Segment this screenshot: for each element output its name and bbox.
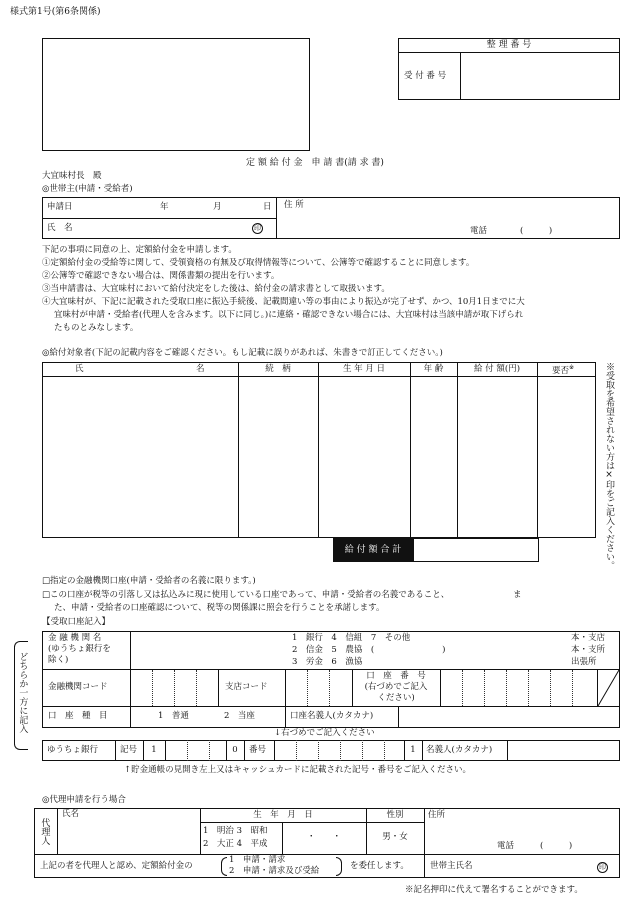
phone-label: 電話 — [470, 226, 488, 236]
seal-mark: 印 — [254, 224, 261, 232]
branch-code-field[interactable] — [286, 670, 352, 706]
account-type-current[interactable]: 2 当座 — [224, 711, 255, 721]
receipt-number-field[interactable] — [461, 53, 619, 99]
consent-item-1: ①定額給付金の受給等に関して、受領資格の有無及び取得情報等について、公簿等で確認することに同意します。 — [42, 258, 475, 268]
institution-type-row2[interactable]: 2 信金 5 農協 ( ) — [292, 645, 446, 655]
proxy-label: 代理人 — [39, 818, 50, 845]
institution-name-field[interactable] — [132, 633, 282, 667]
consent-item-4: ④大宜味村が、下記に記載された受取口座に振込手続後、記載間違い等の事由により振込が完了せず、かつ、10月1日までに大 — [42, 297, 525, 307]
proxy-sex-options[interactable]: 男・女 — [382, 832, 408, 842]
delegation-option-1[interactable]: 1 申請・請求 — [229, 855, 286, 865]
page-title: 定 額 給 付 金 申 請 書(請 求 書) — [246, 158, 384, 168]
number-field[interactable] — [275, 741, 404, 760]
account-section-heading: 【受取口座記入】 — [42, 617, 111, 627]
account-number-label-2: (右づめでご記入 — [364, 682, 428, 692]
householder-seal-mark: 印 — [599, 863, 606, 871]
symbol-first-digit: 1 — [151, 745, 157, 755]
col-need-mark: ※ — [569, 364, 575, 371]
date-year-label: 年 — [160, 202, 169, 212]
delegation-suffix: を委任します。 — [350, 861, 409, 871]
diagonal-slash — [597, 670, 620, 706]
delegation-option-2[interactable]: 2 申請・請求及び受給 — [229, 866, 320, 876]
application-date-label: 申請日 — [47, 202, 73, 212]
number-last-digit: 1 — [410, 745, 416, 755]
receipt-number-label: 受 付 番 号 — [404, 71, 447, 81]
col-name-surname: 氏 — [75, 364, 84, 374]
total-amount-field[interactable] — [413, 538, 539, 562]
proxy-era-row1[interactable]: 1 明治 3 昭和 — [203, 826, 268, 836]
institution-code-label: 金融機関コード — [48, 682, 108, 692]
branch-code-label: 支店コード — [225, 682, 268, 692]
proxy-name-field[interactable] — [60, 818, 196, 852]
branch-type-2[interactable]: 本・支所 — [571, 645, 606, 655]
householder-name-field[interactable] — [480, 857, 592, 876]
institution-name-label-3: 除く) — [48, 655, 69, 665]
col-birthdate: 生 年 月 日 — [342, 364, 386, 374]
total-amount-label: 給 付 額 合 計 — [333, 538, 413, 562]
yucho-label: ゆうちょ銀行 — [47, 745, 99, 755]
col-relation: 続 柄 — [265, 364, 291, 374]
consent-intro: 下記の事項に同意の上、定額給付金を申請します。 — [42, 245, 237, 255]
col-amount: 給 付 額(円) — [473, 364, 521, 374]
form-number: 様式第1号(第6条関係) — [10, 7, 101, 17]
branch-type-3[interactable]: 出張所 — [571, 657, 597, 667]
account-holder-label: 口座名義人(カタカナ) — [290, 711, 374, 721]
institution-type-row1[interactable]: 1 銀行 4 信組 7 その他 — [292, 633, 411, 643]
proxy-address-field[interactable] — [450, 810, 616, 836]
tax-account-consent: □この口座が税等の引落し又は払込みに現に使用している口座であって、申請・受給者の名義であること、 ま — [42, 590, 522, 600]
proxy-heading: ◎代理申請を行う場合 — [42, 795, 126, 805]
proxy-birth-field[interactable]: ・ ・ — [306, 832, 341, 842]
applicant-address-field[interactable] — [310, 199, 616, 221]
institution-name-label-2: (ゆうちょ銀行を — [48, 644, 111, 654]
designated-account-note: □指定の金融機関口座(申請・受給者の名義に限ります。) — [42, 576, 256, 586]
beneficiaries-heading: ◎給付対象者(下記の記載内容をご確認ください。もし記載に誤りがあれば、朱書きで訂正してください。) — [42, 348, 443, 358]
account-holder-field[interactable] — [400, 708, 618, 726]
institution-type-row3[interactable]: 3 労金 6 漁協 — [292, 657, 363, 667]
applicant-name-field[interactable] — [80, 220, 245, 237]
account-type-label: 口 座 種 目 — [48, 711, 108, 721]
registry-header: 整 理 番 号 — [486, 40, 532, 50]
yucho-holder-field[interactable] — [508, 741, 618, 760]
delegation-bracket-left — [221, 857, 227, 876]
proxy-sex-label: 性別 — [386, 810, 404, 820]
phone-parens[interactable]: ( ) — [520, 226, 553, 236]
address-label: 住 所 — [284, 200, 304, 210]
addressee: 大宜味村長 殿 — [42, 171, 102, 181]
symbol-field[interactable] — [166, 741, 226, 760]
proxy-birth-label: 生 年 月 日 — [253, 810, 313, 820]
institution-name-label: 金 融 機 関 名 — [48, 633, 102, 643]
proxy-name-label: 氏名 — [62, 809, 80, 819]
col-age: 年 齢 — [423, 364, 444, 374]
beneficiary-side-note: ※受取を希望されない方は×印をご記入ください。 — [604, 362, 614, 570]
col-need — [552, 365, 574, 377]
footer-note: ※記名押印に代えて署名することができます。 — [405, 885, 583, 895]
col-need-text: 要否 — [552, 365, 570, 376]
application-date-field[interactable] — [90, 199, 272, 216]
branch-type-1[interactable]: 本・支店 — [571, 633, 606, 643]
consent-item-4-cont: 宜味村が申請・受給者(代理人を含みます。以下に同じ。)に連絡・確認できない場合には、大宜味村は当該申請が取下げられ — [54, 310, 524, 320]
name-label: 氏 名 — [47, 223, 73, 233]
account-type-ordinary[interactable]: 1 普通 — [158, 711, 189, 721]
proxy-phone-parens[interactable]: ( ) — [540, 841, 573, 851]
delegation-text: 上記の者を代理人と認め、定額給付金の — [40, 861, 193, 871]
account-number-label-3: ください) — [377, 693, 415, 703]
consent-item-2: ②公簿等で確認できない場合は、関係書類の提出を行います。 — [42, 271, 280, 281]
consent-item-3: ③当申請書は、大宜味村において給付決定をした後は、給付金の請求書として取扱います。 — [42, 284, 390, 294]
photo-box — [42, 38, 310, 151]
tax-account-consent-cont: た、申請・受給者の口座確認について、税等の関係課に照会を行うことを承諾します。 — [54, 603, 385, 613]
number-label: 番号 — [249, 745, 267, 755]
account-number-label: 口 座 番 号 — [366, 671, 426, 681]
col-name-given: 名 — [196, 364, 205, 374]
date-month-label: 月 — [213, 202, 222, 212]
symbol-label: 記号 — [120, 745, 138, 755]
passbook-note: ↑貯金通帳の見開き左上又はキャッシュカードに記載された記号・番号をご記入ください。 — [124, 765, 471, 775]
beneficiary-rows-area[interactable] — [43, 377, 595, 537]
householder-name-label: 世帯主氏名 — [430, 861, 473, 871]
delegation-bracket-right — [336, 857, 342, 876]
applicant-section-heading: ◎世帯主(申請・受給者) — [42, 184, 133, 194]
right-align-note: ↓右づめでご記入ください — [274, 728, 375, 738]
yucho-holder-label: 名義人(カタカナ) — [426, 745, 493, 755]
proxy-phone-label: 電話 — [497, 841, 515, 851]
proxy-era-row2[interactable]: 2 大正 4 平成 — [203, 839, 268, 849]
date-day-label: 日 — [263, 202, 272, 212]
either-one-note: どちらか一方に記入 — [17, 652, 27, 742]
consent-item-4-end: たものとみなします。 — [54, 323, 139, 333]
institution-code-field[interactable] — [131, 670, 218, 706]
account-number-field[interactable] — [441, 670, 597, 706]
proxy-address-label: 住所 — [428, 810, 446, 820]
symbol-zero: 0 — [232, 745, 238, 755]
